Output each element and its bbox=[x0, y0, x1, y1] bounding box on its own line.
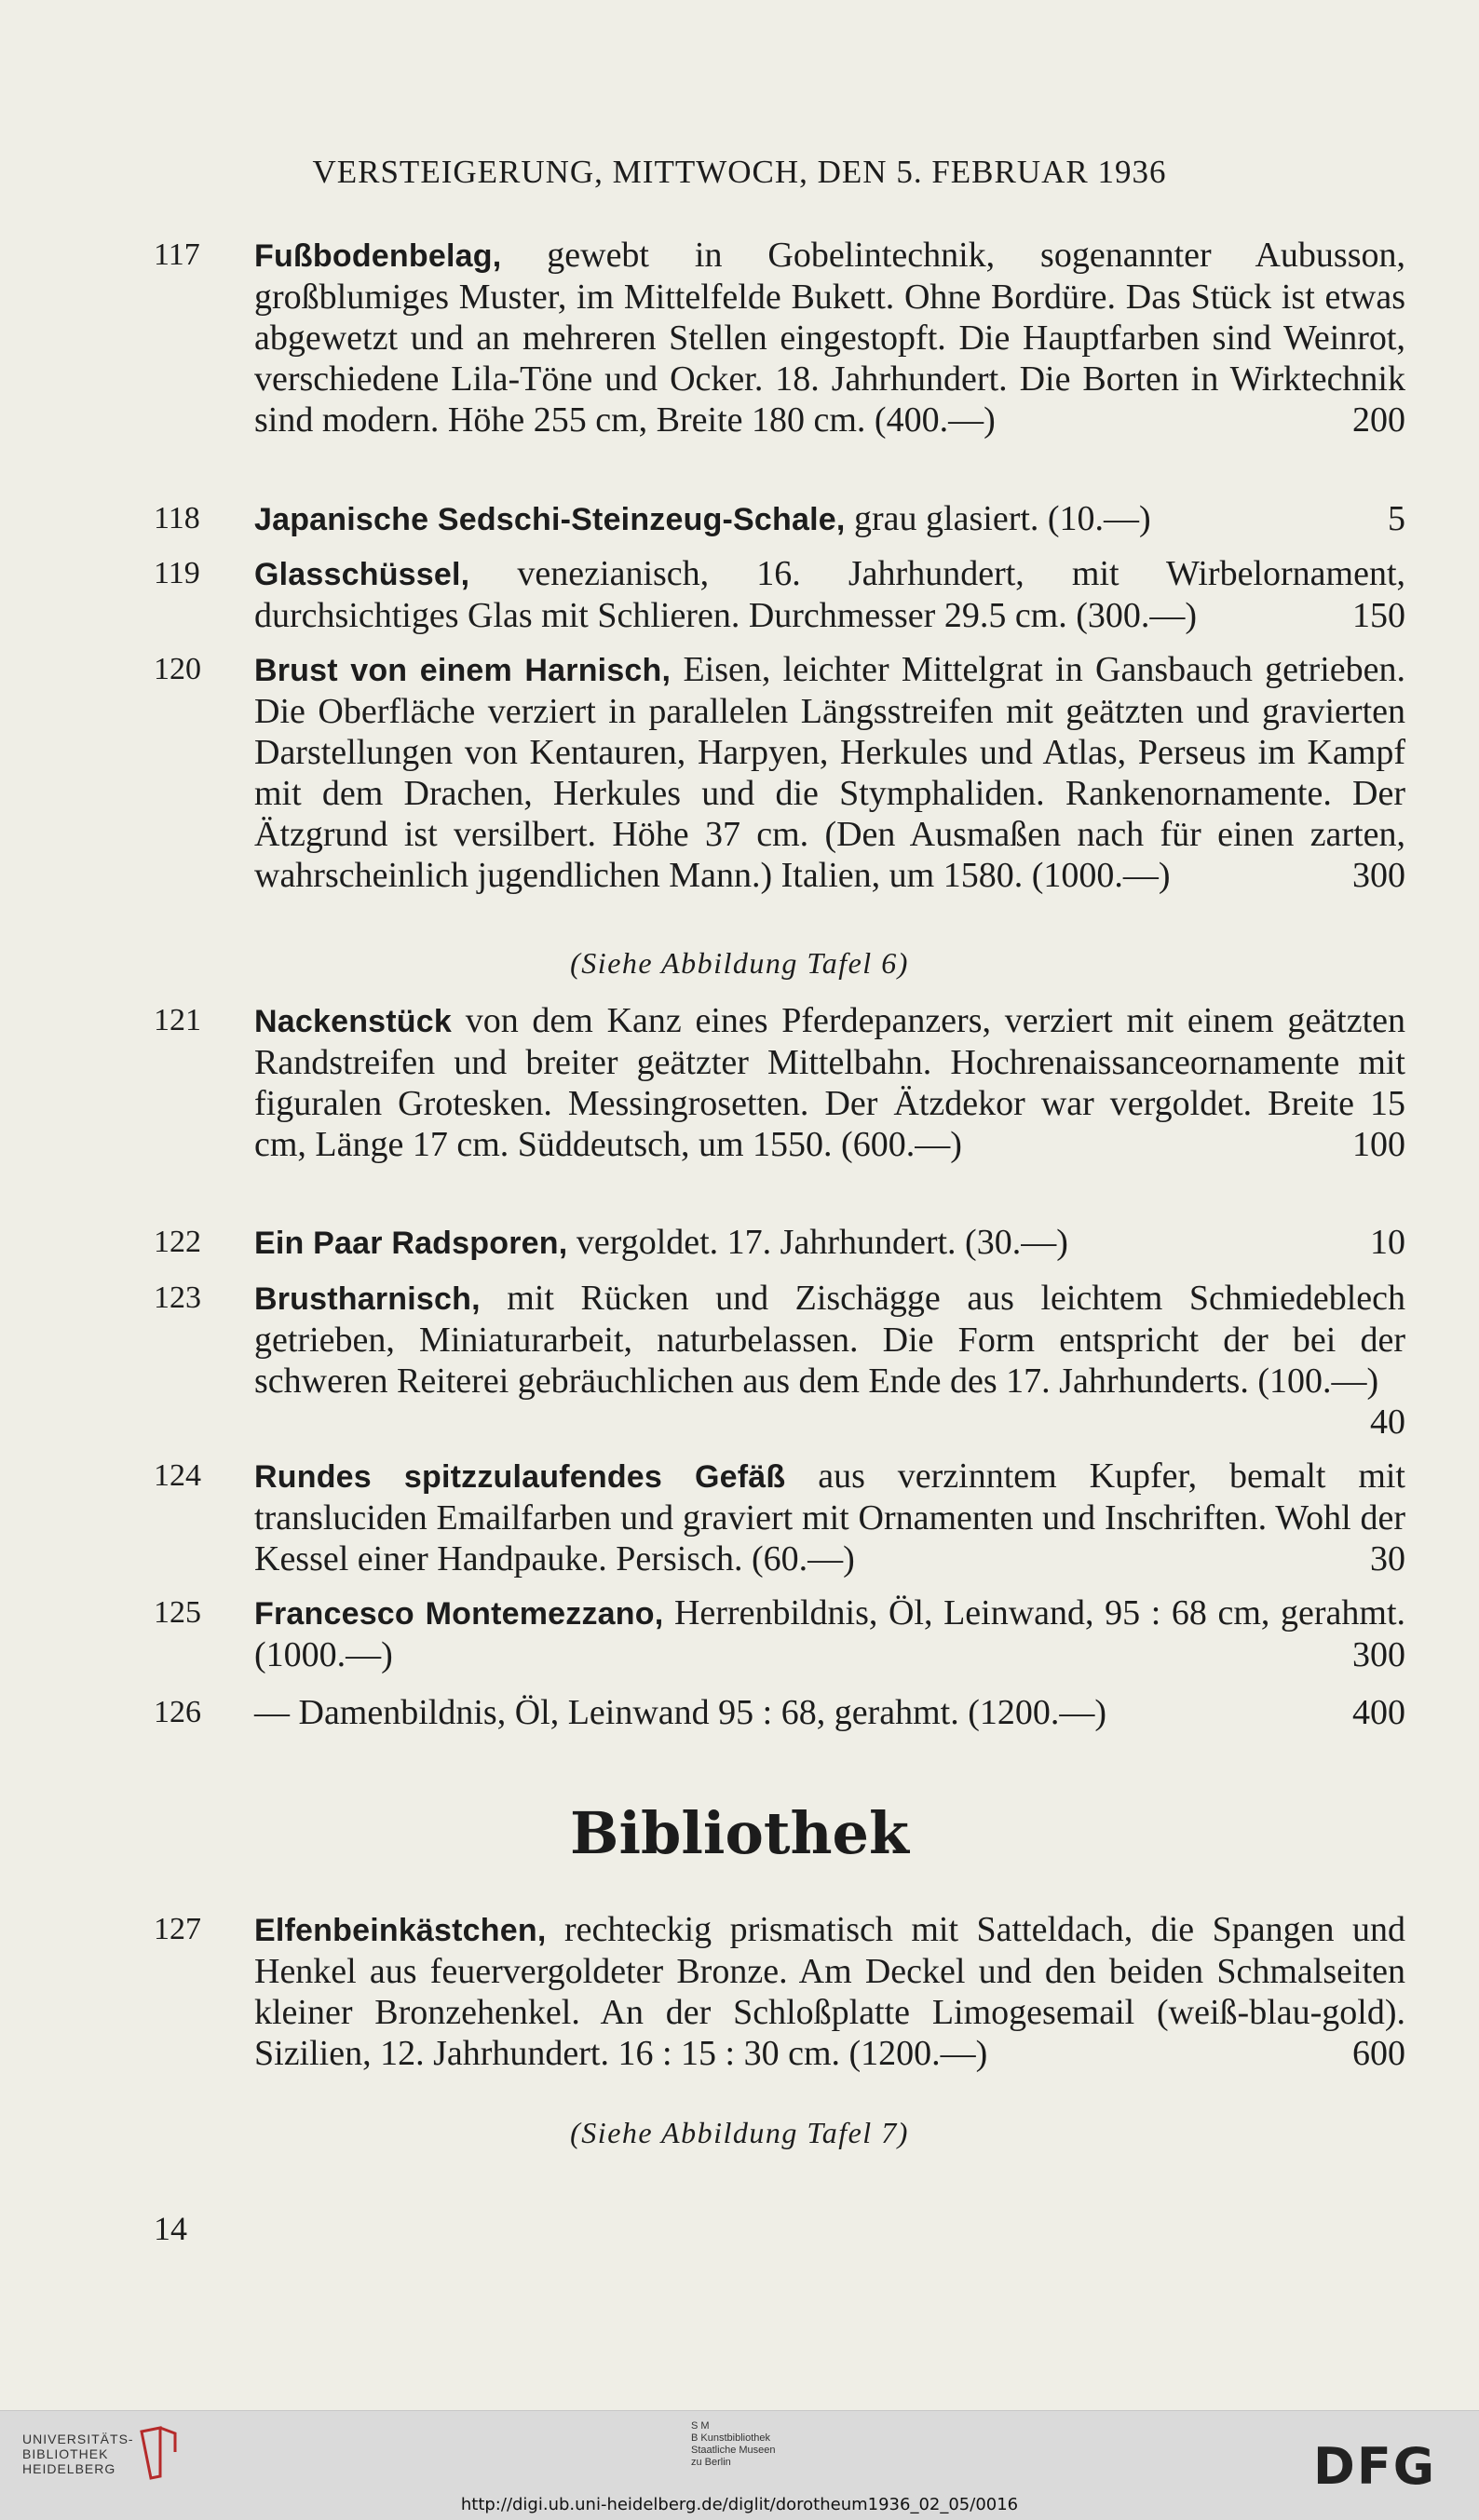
dfg-logo[interactable]: DFG bbox=[1313, 2437, 1437, 2496]
lot-description bbox=[254, 649, 1405, 896]
lot-text: von dem Kanz eines Pferdepanzers, verziert mit einem geätzten Randstreifen und breiter geätzter Mittelbahn. Hochrenaissanceornamente mit figuralen Grotesken. Messingrosetten. Der Ätzdekor war vergoldet. Breite 15 cm, Länge 17 cm. Süddeutsch, um 1550. (600.—) bbox=[254, 1001, 1405, 1164]
lot-price: 30 bbox=[1370, 1539, 1405, 1578]
lot-heading: Japanische Sedschi-Steinzeug-Schale, bbox=[254, 502, 846, 537]
lot-description bbox=[254, 1456, 1405, 1579]
lot-description bbox=[254, 553, 1405, 636]
university-library-logo[interactable]: UNIVERSITÄTS- BIBLIOTHEK HEIDELBERG bbox=[22, 2432, 134, 2476]
section-title: Bibliothek bbox=[570, 1799, 909, 1867]
museum-credit: S M B Kunstbibliothek Staatliche Museen zu Berlin bbox=[691, 2420, 776, 2468]
lot-description bbox=[254, 1592, 1405, 1675]
source-url[interactable]: http://digi.ub.uni-heidelberg.de/diglit/dorotheum1936_02_05/0016 bbox=[460, 2495, 1019, 2514]
library-emblem-icon bbox=[138, 2424, 179, 2480]
lot-text: venezianisch, 16. Jahrhundert, mit Wirbelornament, durchsichtiges Glas mit Schlieren. Durchmesser 29.5 cm. (300.—) bbox=[254, 554, 1405, 635]
lot-number: 126 bbox=[154, 1695, 201, 1729]
lot-heading: Brustharnisch, bbox=[254, 1281, 481, 1317]
lot-number: 117 bbox=[154, 237, 200, 272]
running-head: VERSTEIGERUNG, MITTWOCH, DEN 5. FEBRUAR 1936 bbox=[312, 154, 1167, 190]
lot-number: 124 bbox=[154, 1458, 201, 1493]
lot-number: 119 bbox=[154, 556, 200, 590]
lot-price: 150 bbox=[1352, 596, 1405, 635]
lot-description bbox=[254, 1692, 1405, 1733]
lot-text: grau glasiert. (10.—) bbox=[845, 499, 1151, 538]
page-number: 14 bbox=[154, 2210, 187, 2247]
lot-heading: Elfenbeinkästchen, bbox=[254, 1913, 547, 1948]
lot-price: 400 bbox=[1352, 1693, 1405, 1732]
lot-number: 118 bbox=[154, 501, 200, 535]
lot-heading: Fußbodenbelag, bbox=[254, 238, 502, 274]
lot-price: 5 bbox=[1388, 499, 1405, 538]
lot-description bbox=[254, 1000, 1405, 1165]
lot-description bbox=[254, 235, 1405, 440]
lot-number: 127 bbox=[154, 1912, 201, 1946]
lot-heading: Brust von einem Harnisch, bbox=[254, 653, 672, 688]
lot-heading: Rundes spitzzulaufendes Gefäß bbox=[254, 1459, 786, 1495]
illustration-note: (Siehe Abbildung Tafel 6) bbox=[570, 946, 909, 980]
lot-text: vergoldet. 17. Jahrhundert. (30.—) bbox=[567, 1223, 1068, 1262]
lot-price: 300 bbox=[1352, 856, 1405, 895]
lot-price: 40 bbox=[1370, 1402, 1405, 1442]
lot-text: gewebt in Gobelintechnik, sogenannter Aubusson, großblumiges Muster, im Mittelfelde Bukett. Ohne Bordüre. Das Stück ist etwas abgewetzt und an mehreren Stellen eingestopft. Die Hauptfarben sind Weinrot, verschiedene Lila-Töne und Ocker. 18. Jahrhundert. Die Borten in Wirktechnik sind modern. Höhe 255 cm, Breite 180 cm. (400.—) bbox=[254, 236, 1405, 440]
lot-price: 100 bbox=[1352, 1125, 1405, 1164]
lot-heading: Glasschüssel, bbox=[254, 557, 470, 592]
lot-price: 300 bbox=[1352, 1635, 1405, 1674]
lot-number: 120 bbox=[154, 652, 201, 686]
lot-price: 600 bbox=[1352, 2034, 1405, 2073]
lot-number: 121 bbox=[154, 1003, 201, 1037]
lot-heading: Francesco Montemezzano, bbox=[254, 1596, 664, 1632]
lot-description bbox=[254, 498, 1405, 540]
viewer-footer bbox=[0, 2410, 1479, 2520]
illustration-note: (Siehe Abbildung Tafel 7) bbox=[570, 2116, 909, 2149]
lot-text: aus verzinntem Kupfer, bemalt mit transluciden Emailfarben und graviert mit Ornamenten und Inschriften. Wohl der Kessel einer Handpauke. Persisch. (60.—) bbox=[254, 1456, 1405, 1578]
lot-price: 200 bbox=[1352, 400, 1405, 440]
lot-text: mit Rücken und Zischägge aus leichtem Schmiedeblech getrieben, Miniaturarbeit, naturbelassen. Die Form entspricht der bei der schweren Reiterei gebräuchlichen aus dem Ende des 17. Jahrhunderts. (100.—) bbox=[254, 1279, 1405, 1401]
lot-number: 123 bbox=[154, 1280, 201, 1315]
lot-text: rechteckig prismatisch mit Satteldach, die Spangen und Henkel aus feuervergoldeter Bronze. Am Deckel und den beiden Schmalseiten kleiner Bronzehenkel. An der Schloßplatte Limogesemail (weiß-blau-gold). Sizilien, 12. Jahrhundert. 16 : 15 : 30 cm. (1200.—) bbox=[254, 1910, 1405, 2073]
lot-description bbox=[254, 1222, 1405, 1264]
lot-number: 122 bbox=[154, 1225, 201, 1259]
lot-text: Eisen, leichter Mittelgrat in Gansbauch getrieben. Die Oberfläche verziert in parallelen Längsstreifen mit geätzten und gravierten Darstellungen von Kentauren, Harpyen, Herkules und Atlas, Perseus im Kampf mit dem Drachen, Herkules und die Stymphaliden. Rankenornamente. Der Ätzgrund ist versilbert. Höhe 37 cm. (Den Ausmaßen nach für einen zarten, wahrscheinlich jugendlichen Mann.) Italien, um 1580. (1000.—) bbox=[254, 650, 1405, 895]
lot-heading: Ein Paar Radsporen, bbox=[254, 1226, 568, 1261]
lot-text: — Damenbildnis, Öl, Leinwand 95 : 68, gerahmt. (1200.—) bbox=[254, 1693, 1107, 1732]
lot-text: Herrenbildnis, Öl, Leinwand, 95 : 68 cm, gerahmt. (1000.—) bbox=[254, 1593, 1405, 1674]
lot-number: 125 bbox=[154, 1595, 201, 1630]
lot-description bbox=[254, 1909, 1405, 2074]
lot-description bbox=[254, 1278, 1405, 1443]
lot-heading: Nackenstück bbox=[254, 1004, 452, 1039]
lot-price: 10 bbox=[1370, 1223, 1405, 1262]
